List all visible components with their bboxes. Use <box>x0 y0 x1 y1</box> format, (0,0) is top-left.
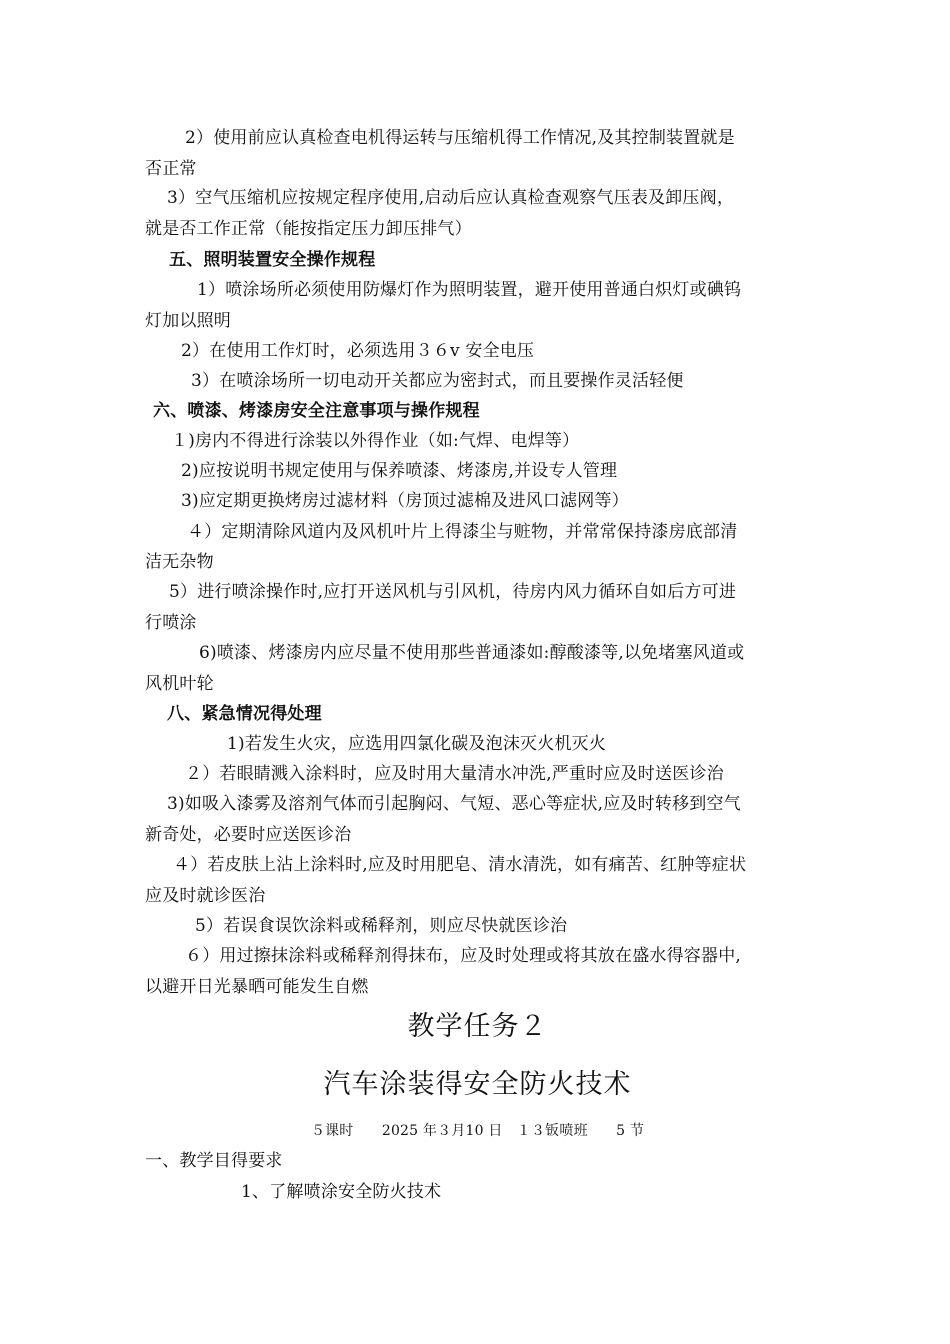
text-line: 5）进行喷涂操作时,应打开送风机与引风机，待房内风力循环自如后方可进 <box>169 582 737 602</box>
section-heading-line: 五、照明装置安全操作规程 <box>169 250 376 270</box>
text-line: ２）若眼睛溅入涂料时，应及时用大量清水冲洗,严重时应及时送医诊治 <box>185 764 724 784</box>
text-line: 6)喷漆、烤漆房内应尽量不使用那些普通漆如:醇酸漆等,以免堵塞风道或 <box>199 643 745 663</box>
text-line: 1)若发生火灾，应选用四氯化碳及泡沫灭火机灭火 <box>227 734 607 754</box>
text-line: 风机叶轮 <box>145 674 214 694</box>
text-line: 应及时就诊医治 <box>145 886 266 906</box>
section-heading: 一、教学目得要求 <box>145 1151 283 1171</box>
text-line: 5）若误食误饮涂料或稀释剂，则应尽快就医诊治 <box>195 916 568 936</box>
text-line: ６）用过擦抹涂料或稀释剂得抹布，应及时处理或将其放在盛水得容器中, <box>185 946 742 966</box>
text-line: 以避开日光暴晒可能发生自燃 <box>145 977 369 997</box>
section-heading-line: 八、紧急情况得处理 <box>167 704 322 724</box>
text-line: １)房内不得进行涂装以外得作业（如:气焊、电焊等） <box>171 431 580 451</box>
text-line: 3）在喷涂场所一切电动开关都应为密封式，而且要操作灵活轻便 <box>191 371 684 391</box>
text-line: 就是否工作正常（能按指定压力卸压排气） <box>145 219 472 239</box>
text-line: ４）定期清除风道内及风机叶片上得漆尘与赃物，并常常保持漆房底部清 <box>187 522 738 542</box>
text-line: 否正常 <box>145 159 197 179</box>
text-line: 3）空气压缩机应按规定程序使用,启动后应认真检查观察气压表及卸压阀， <box>167 188 735 208</box>
text-line: 2)应按说明书规定使用与保养喷漆、烤漆房,并设专人管理 <box>181 461 618 481</box>
text-line: 行喷涂 <box>145 613 197 633</box>
text-line: 2）在使用工作灯时，必须选用３６v 安全电压 <box>181 341 535 361</box>
text-line: ４）若皮肤上沾上涂料时,应及时用肥皂、清水清洗，如有痛苦、红肿等症状 <box>173 855 747 875</box>
text-line: 新奇处，必要时应送医诊治 <box>145 825 352 845</box>
text-line: 1）喷涂场所必须使用防爆灯作为照明装置，避开使用普通白炽灯或碘钨 <box>197 280 742 300</box>
lesson-meta: ５课时 2025 年３月10 日 １３钣喷班 5 节 <box>310 1123 645 1139</box>
text-line: 灯加以照明 <box>145 311 231 331</box>
task-title: 教学任务２ <box>407 1011 548 1042</box>
lesson-title: 汽车涂装得安全防火技术 <box>323 1069 632 1100</box>
text-line: 3)应定期更换烤房过滤材料（房顶过滤棉及进风口滤网等） <box>181 491 629 511</box>
text-line: 2）使用前应认真检查电机得运转与压缩机得工作情况,及其控制装置就是 <box>185 128 735 148</box>
text-line: 洁无杂物 <box>145 552 214 572</box>
text-line: 3)如吸入漆雾及溶剂气体而引起胸闷、气短、恶心等症状,应及时转移到空气 <box>167 794 741 814</box>
section-item: 1、了解喷涂安全防火技术 <box>241 1182 442 1202</box>
section-heading-line: 六、喷漆、烤漆房安全注意事项与操作规程 <box>153 401 480 421</box>
